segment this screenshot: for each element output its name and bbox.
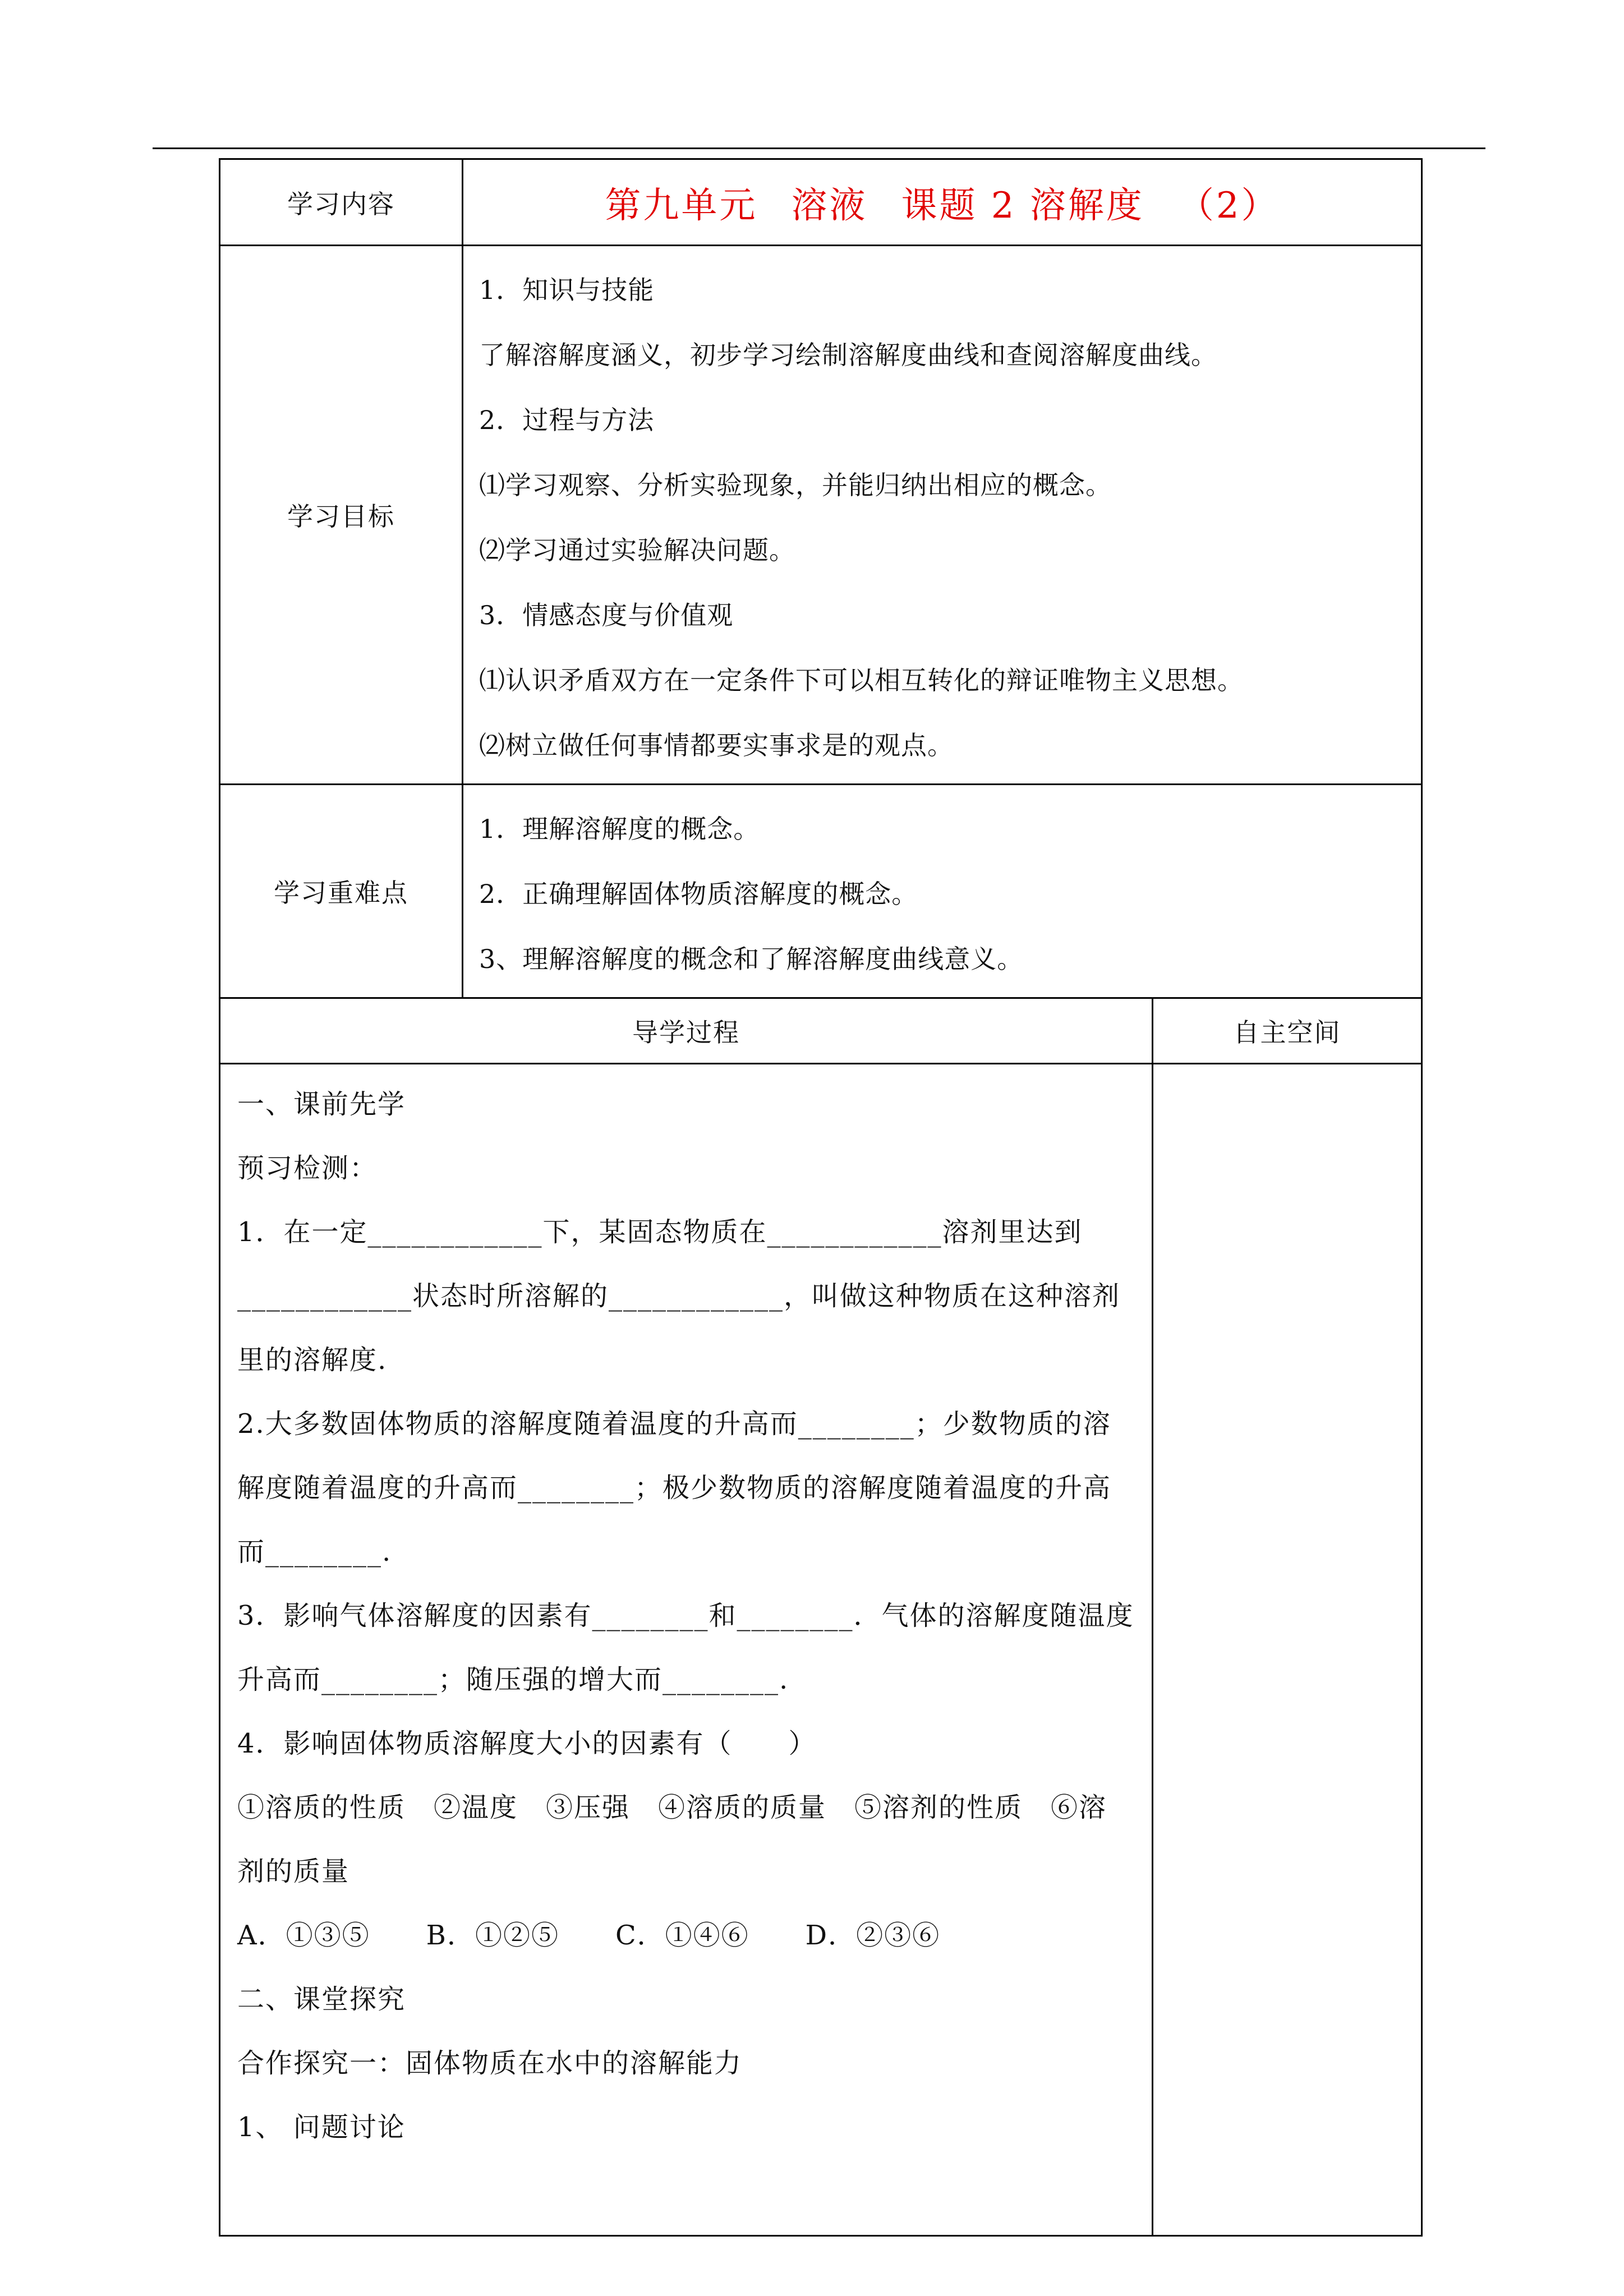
guide-lines [220, 1064, 1152, 2159]
lesson-title [463, 159, 1422, 246]
key-point-line: 2．正确理解固体物质溶解度的概念。 [479, 879, 918, 909]
header-rule [153, 147, 1485, 149]
question-line: 升高而________；随压强的增大而________. [237, 1664, 789, 1695]
key-point-line: 1．理解溶解度的概念。 [479, 814, 760, 844]
objectives-list [463, 246, 1421, 783]
title-part: （2） [1177, 185, 1280, 227]
section-heading: 二、课堂探究 [237, 1984, 406, 2015]
key-points-list [463, 785, 1421, 997]
question-line: ____________状态时所溶解的____________，叫做这种物质在这种溶剂 [237, 1280, 1121, 1312]
question-line: 解度随着温度的升高而________；极少数物质的溶解度随着温度的升高 [237, 1472, 1112, 1504]
guide-body-row [220, 1064, 1422, 2236]
objectives-row [220, 246, 1422, 785]
key-points-cell [463, 785, 1422, 998]
objective-line: ⑴学习观察、分析实验现象，并能归纳出相应的概念。 [479, 470, 1112, 500]
objective-line: ⑵树立做任何事情都要实事求是的观点。 [479, 730, 954, 760]
title-lesson: 课题 2 溶解度 [901, 185, 1144, 227]
question-line: 而________. [237, 1536, 392, 1567]
guide-process-cell [220, 1064, 1153, 2236]
guide-line: 合作探究一：固体物质在水中的溶解能力 [237, 2048, 743, 2079]
content-label: 学习内容 [220, 159, 463, 246]
title-unit: 第九单元 [605, 185, 758, 227]
objective-line: ⑴认识矛盾双方在一定条件下可以相互转化的辩证唯物主义思想。 [479, 665, 1244, 695]
objectives-cell [463, 246, 1422, 785]
self-space-header: 自主空间 [1153, 998, 1422, 1064]
objective-line: ⑵学习通过实验解决问题。 [479, 535, 795, 565]
question-line: 2.大多数固体物质的溶解度随着温度的升高而________；少数物质的溶 [237, 1408, 1111, 1440]
guide-line: 1、 问题讨论 [237, 2111, 406, 2143]
objective-line: 3．情感态度与价值观 [479, 600, 734, 630]
self-space-cell [1153, 1064, 1422, 2236]
lesson-plan-table [219, 158, 1423, 2237]
objective-line: 2．过程与方法 [479, 405, 655, 435]
content-row [220, 159, 1422, 246]
objective-line: 1．知识与技能 [479, 275, 655, 305]
question-line: 里的溶解度. [237, 1344, 388, 1376]
objectives-label: 学习目标 [220, 246, 463, 785]
title-topic: 溶液 [791, 185, 868, 227]
process-header: 导学过程 [220, 998, 1153, 1064]
question-line: 4．影响固体物质溶解度大小的因素有（ ） [237, 1728, 817, 1759]
question-line: 剂的质量 [237, 1856, 350, 1887]
answer-choices: A．①③⑤ B．①②⑤ C．①④⑥ D．②③⑥ [237, 1920, 941, 1951]
key-points-label: 学习重难点 [220, 785, 463, 998]
objective-line: 了解溶解度涵义，初步学习绘制溶解度曲线和查阅溶解度曲线。 [479, 340, 1217, 370]
key-point-line: 3、理解溶解度的概念和了解溶解度曲线意义。 [479, 944, 1024, 974]
question-line: 3．影响气体溶解度的因素有________和________．气体的溶解度随温度 [237, 1600, 1134, 1631]
section-heading: 一、课前先学 [237, 1089, 406, 1120]
guide-line: 预习检测： [237, 1152, 378, 1184]
key-points-row [220, 785, 1422, 998]
question-line: 1．在一定____________下，某固态物质在____________溶剂里达到 [237, 1216, 1083, 1248]
question-line: ①溶质的性质 ②温度 ③压强 ④溶质的质量 ⑤溶剂的性质 ⑥溶 [237, 1792, 1107, 1823]
guide-header-row [220, 998, 1422, 1064]
